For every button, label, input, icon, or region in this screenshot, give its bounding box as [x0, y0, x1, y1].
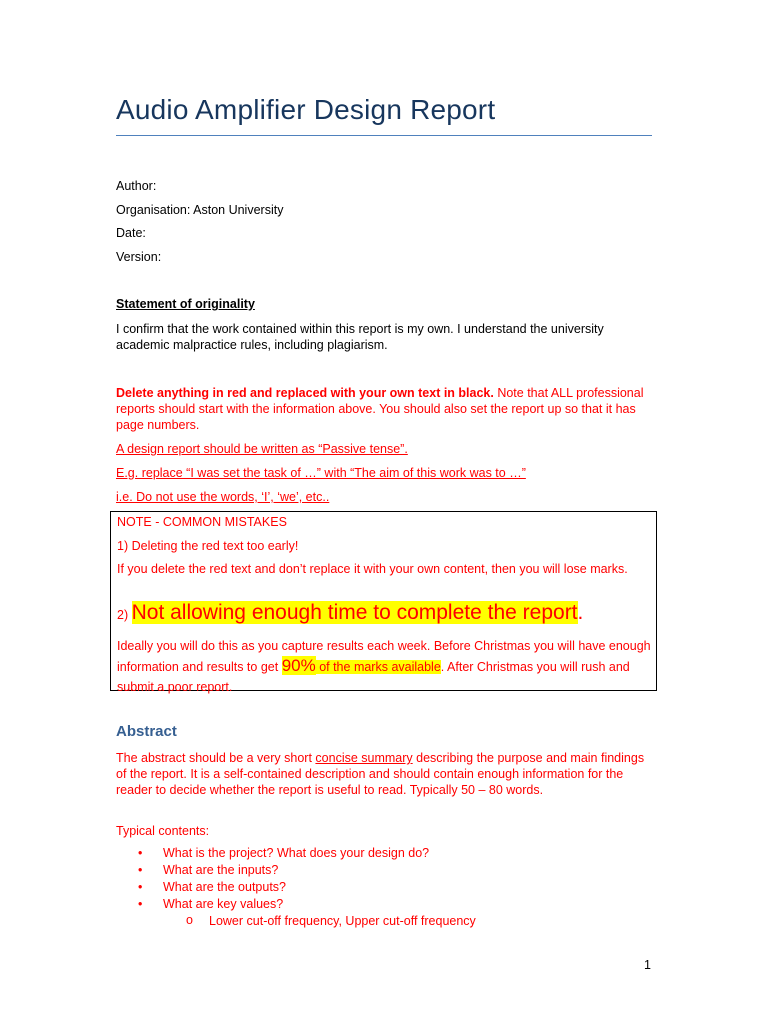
words-note: i.e. Do not use the words, ‘I’, ‘we’, etc.. [116, 490, 330, 504]
note-item-2-text: Not allowing enough time to complete the report [131, 601, 578, 624]
document-title: Audio Amplifier Design Report [116, 94, 496, 125]
title-divider [116, 135, 652, 136]
list-item-text: What are the outputs? [163, 880, 286, 894]
statement-heading: Statement of originality [116, 297, 255, 311]
typical-contents-label: Typical contents: [116, 824, 210, 838]
abstract-body [116, 750, 656, 798]
note-detail-b: . After Christmas you will rush and submit a poor report. [117, 660, 630, 694]
example-note: E.g. replace “I was set the task of …” with “The aim of this work was to …” [116, 466, 526, 480]
bullet-icon: • [138, 863, 143, 877]
note-percentage: 90% [281, 656, 316, 675]
list-item-text: What are the inputs? [163, 863, 279, 877]
instruction-paragraph [116, 385, 656, 433]
date-field: Date: [116, 226, 146, 240]
organisation-field: Organisation: Aston University [116, 203, 284, 217]
instruction-bold-lead: Delete anything in red and replaced with your own text in black. [116, 386, 494, 400]
abstract-body-b: describing the purpose and main findings of the report. It is a self-contained description and should contain enough information for the reader to decide whether the report is useful to read. Typically 50 – 80 words. [116, 751, 645, 797]
note-item-2 [117, 600, 651, 628]
statement-body: I confirm that the work contained within this report is my own. I understand the university academic malpractice rules, including plagiarism. [116, 322, 604, 352]
list-item [116, 880, 656, 897]
abstract-heading: Abstract [116, 723, 177, 740]
note-marks-highlight: of the marks available [315, 660, 441, 674]
abstract-concise-summary: concise summary [315, 751, 413, 765]
list-item [116, 863, 656, 880]
list-item [116, 846, 656, 863]
bullet-icon: • [138, 880, 143, 894]
list-item [116, 897, 656, 914]
abstract-body-a: The abstract should be a very short [116, 751, 316, 765]
instruction-rest: Note that ALL professional reports should start with the information above. You should also set the report up so that it has page numbers. [116, 386, 644, 432]
hollow-bullet-icon: o [186, 913, 193, 927]
note-item-2-detail [117, 636, 651, 697]
passive-tense-note: A design report should be written as “Passive tense”. [116, 442, 408, 456]
bullet-icon: • [138, 846, 143, 860]
list-item-text: What are key values? [163, 897, 284, 911]
note-heading: NOTE - COMMON MISTAKES [117, 515, 287, 529]
note-item-2-period: . [577, 601, 584, 624]
author-field: Author: [116, 179, 157, 193]
note-item-1: 1) Deleting the red text too early! [117, 539, 299, 553]
note-detail-a: Ideally you will do this as you capture results each week. Before Christmas you will have enough information and results to get [117, 639, 651, 674]
note-item-2-number: 2) [117, 608, 132, 622]
sub-list-item [116, 914, 656, 931]
typical-contents-list [116, 846, 656, 931]
bullet-icon: • [138, 897, 143, 911]
common-mistakes-box [110, 511, 657, 694]
version-field: Version: [116, 250, 162, 264]
page-number: 1 [644, 958, 651, 972]
list-item-text: What is the project? What does your design do? [163, 846, 430, 860]
note-item-1-detail: If you delete the red text and don’t replace it with your own content, then you will lose marks. [117, 562, 628, 576]
sub-list-item-text: Lower cut-off frequency, Upper cut-off frequency [209, 914, 476, 928]
